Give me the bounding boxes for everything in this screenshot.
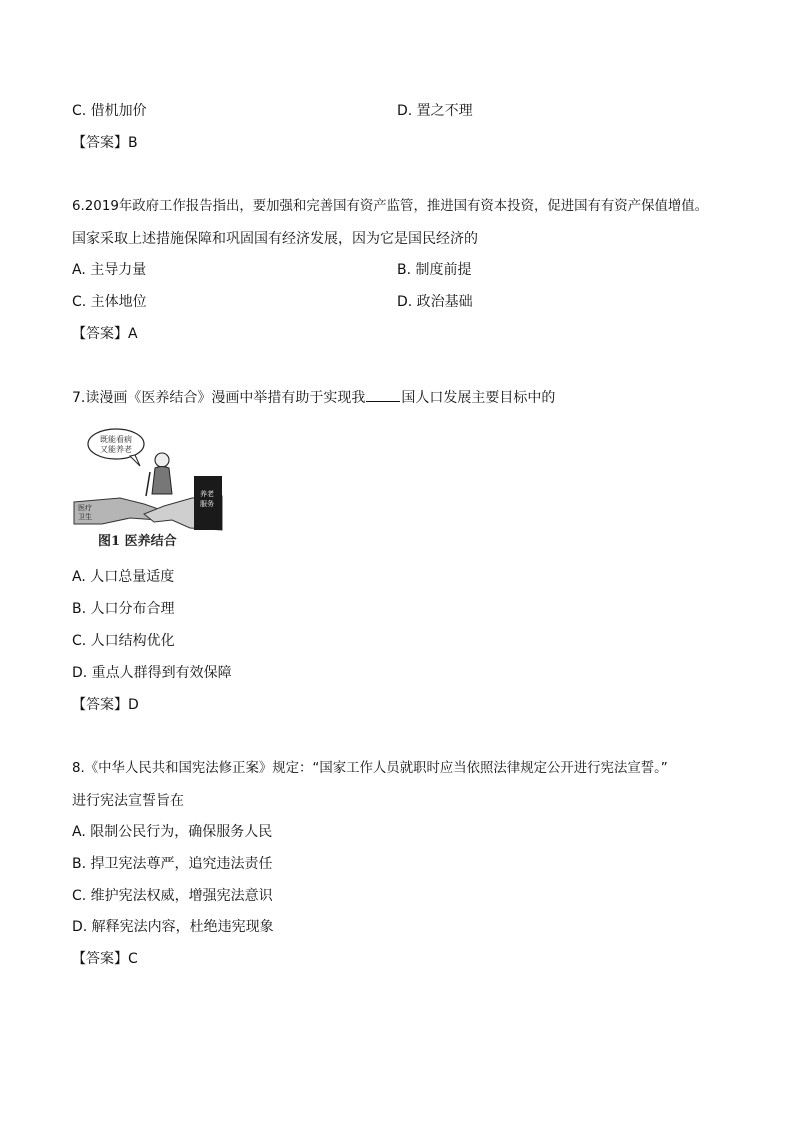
q7-stem-after: 国人口发展主要目标中的: [401, 390, 556, 406]
q7-option-c: C. 人口结构优化: [72, 633, 175, 649]
q7-option-b: B. 人口分布合理: [72, 601, 175, 617]
q7-blank: [366, 389, 400, 402]
q7-stem-before: 7.读漫画《医养结合》漫画中举措有助于实现我: [72, 390, 366, 406]
q5-option-c: C. 借机加价: [72, 103, 147, 119]
q6-option-c: C. 主体地位: [72, 294, 147, 310]
bubble-text-line2: 又能养老: [100, 445, 132, 454]
elder-head: [155, 453, 169, 467]
speech-bubble: [88, 429, 144, 459]
q7-option-d: D. 重点人群得到有效保障: [72, 665, 232, 681]
q5-answer: 【答案】B: [72, 135, 138, 151]
walking-cane: [146, 472, 150, 496]
cartoon-illustration: [72, 424, 224, 550]
q7-answer: 【答案】D: [72, 697, 139, 713]
q6-option-b: B. 制度前提: [397, 262, 472, 278]
left-label-line1: 医疗: [78, 504, 92, 512]
cartoon-figure: [72, 424, 224, 550]
q6-option-a: A. 主导力量: [72, 262, 147, 278]
speech-bubble-tail: [130, 455, 140, 466]
left-label-line2: 卫生: [78, 513, 92, 521]
q8-option-b: B. 捍卫宪法尊严，追究违法责任: [72, 856, 273, 872]
q6-stem-line1: 6.2019年政府工作报告指出，要加强和完善国有资产监管，推进国有资本投资，促进国有有资产保值增值。: [72, 199, 709, 214]
q8-option-d: D. 解释宪法内容，杜绝违宪现象: [72, 919, 274, 935]
q6-answer: 【答案】A: [72, 326, 138, 342]
q7-option-a: A. 人口总量适度: [72, 569, 175, 585]
q5-option-d: D. 置之不理: [397, 103, 473, 119]
q8-stem-line2: 进行宪法宣誓旨在: [72, 793, 184, 809]
bubble-text-line1: 既能看病: [100, 435, 132, 444]
q8-option-a: A. 限制公民行为，确保服务人民: [72, 824, 273, 840]
q8-option-c: C. 维护宪法权威，增强宪法意识: [72, 888, 273, 904]
q8-answer: 【答案】C: [72, 951, 138, 967]
right-label-line2: 服务: [200, 500, 214, 508]
q8-stem-line1: 8.《中华人民共和国宪法修正案》规定：“国家工作人员就职时应当依照法律规定公开进行宪法宣誓。”: [72, 761, 668, 776]
q7-stem: [72, 389, 555, 407]
q6-option-d: D. 政治基础: [397, 294, 473, 310]
figure-caption: 图1 医养结合: [98, 534, 177, 549]
right-label-line1: 养老: [200, 490, 214, 498]
elder-body: [152, 467, 172, 495]
q6-stem-line2: 国家采取上述措施保障和巩固国有经济发展，因为它是国民经济的: [72, 231, 478, 247]
